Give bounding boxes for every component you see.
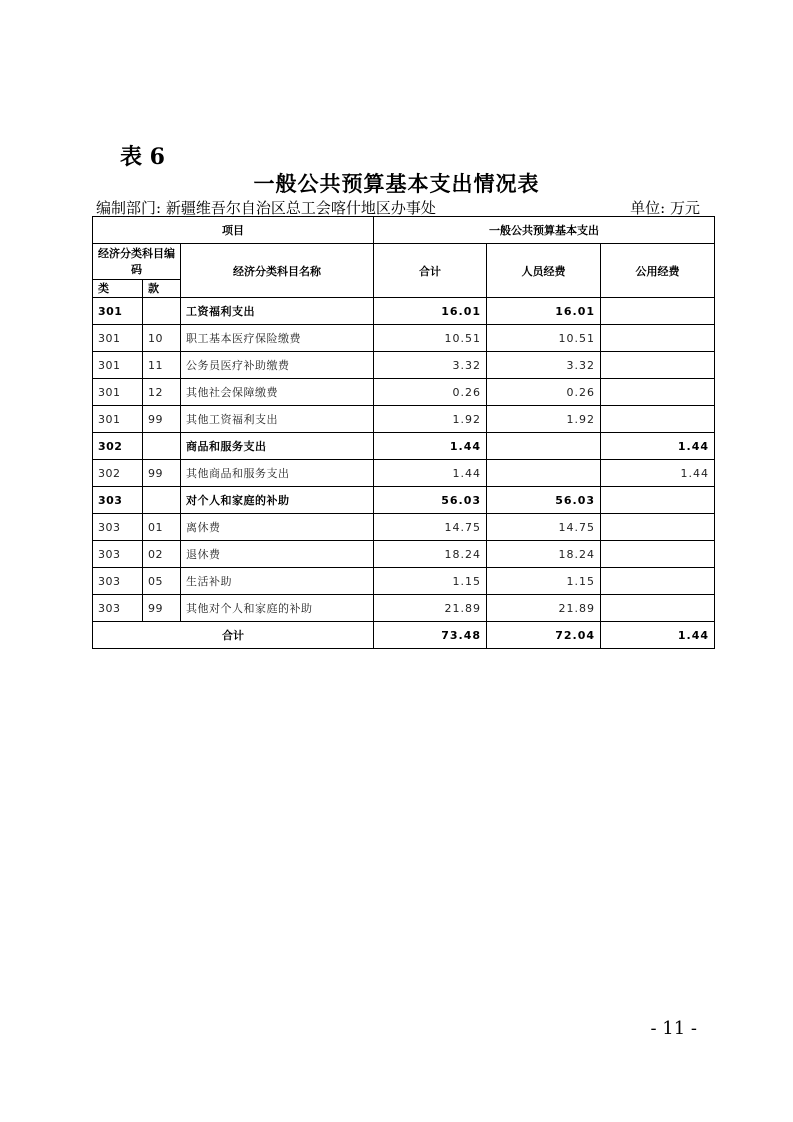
budget-table (92, 216, 715, 649)
cell-personnel: 10.51 (487, 325, 601, 352)
header-general-budget: 一般公共预算基本支出 (374, 217, 715, 244)
cell-kuan (143, 298, 181, 325)
table-row (93, 433, 715, 460)
cell-kuan: 01 (143, 514, 181, 541)
cell-lei: 303 (93, 568, 143, 595)
cell-name: 其他对个人和家庭的补助 (181, 595, 374, 622)
cell-total: 16.01 (374, 298, 487, 325)
cell-kuan: 02 (143, 541, 181, 568)
table-row (93, 379, 715, 406)
cell-total: 1.92 (374, 406, 487, 433)
cell-kuan (143, 433, 181, 460)
cell-personnel (487, 460, 601, 487)
cell-public (601, 514, 715, 541)
table-row (93, 460, 715, 487)
cell-personnel (487, 433, 601, 460)
table-row (93, 595, 715, 622)
cell-public (601, 595, 715, 622)
header-project: 项目 (93, 217, 374, 244)
cell-public: 1.44 (601, 460, 715, 487)
cell-kuan: 99 (143, 595, 181, 622)
cell-total: 10.51 (374, 325, 487, 352)
table-row (93, 352, 715, 379)
cell-personnel: 16.01 (487, 298, 601, 325)
cell-total: 1.44 (374, 460, 487, 487)
total-label: 合计 (93, 622, 374, 649)
table-row (93, 514, 715, 541)
cell-total: 1.15 (374, 568, 487, 595)
header-econ-code: 经济分类科目编码 (93, 244, 181, 280)
table-row (93, 298, 715, 325)
cell-lei: 303 (93, 514, 143, 541)
cell-personnel: 56.03 (487, 487, 601, 514)
cell-public (601, 487, 715, 514)
cell-lei: 301 (93, 325, 143, 352)
cell-personnel: 21.89 (487, 595, 601, 622)
header-kuan: 款 (143, 280, 181, 298)
cell-kuan: 99 (143, 460, 181, 487)
cell-total: 21.89 (374, 595, 487, 622)
document-title: 一般公共预算基本支出情况表 (253, 171, 540, 196)
cell-personnel: 18.24 (487, 541, 601, 568)
page-number: - 11 - (650, 1018, 697, 1039)
cell-public (601, 325, 715, 352)
cell-public (601, 406, 715, 433)
cell-public (601, 541, 715, 568)
cell-lei: 303 (93, 595, 143, 622)
cell-public (601, 568, 715, 595)
header-econ-name: 经济分类科目名称 (181, 244, 374, 298)
cell-lei: 303 (93, 541, 143, 568)
header-total: 合计 (374, 244, 487, 298)
cell-total: 3.32 (374, 352, 487, 379)
total-public: 1.44 (601, 622, 715, 649)
cell-personnel: 1.15 (487, 568, 601, 595)
cell-kuan: 05 (143, 568, 181, 595)
cell-total: 0.26 (374, 379, 487, 406)
cell-total: 1.44 (374, 433, 487, 460)
header-personnel: 人员经费 (487, 244, 601, 298)
cell-lei: 302 (93, 460, 143, 487)
cell-lei: 301 (93, 352, 143, 379)
total-personnel: 72.04 (487, 622, 601, 649)
total-total: 73.48 (374, 622, 487, 649)
table-number: 表 6 (120, 144, 165, 170)
cell-total: 18.24 (374, 541, 487, 568)
header-row-1 (93, 217, 715, 244)
cell-name: 其他工资福利支出 (181, 406, 374, 433)
cell-name: 其他商品和服务支出 (181, 460, 374, 487)
cell-personnel: 14.75 (487, 514, 601, 541)
cell-total: 56.03 (374, 487, 487, 514)
cell-public (601, 352, 715, 379)
cell-name: 对个人和家庭的补助 (181, 487, 374, 514)
cell-personnel: 1.92 (487, 406, 601, 433)
cell-public: 1.44 (601, 433, 715, 460)
table-row (93, 325, 715, 352)
header-public: 公用经费 (601, 244, 715, 298)
cell-public (601, 298, 715, 325)
cell-kuan: 99 (143, 406, 181, 433)
cell-public (601, 379, 715, 406)
cell-kuan: 10 (143, 325, 181, 352)
cell-name: 工资福利支出 (181, 298, 374, 325)
table-row (93, 487, 715, 514)
header-lei: 类 (93, 280, 143, 298)
cell-lei: 301 (93, 298, 143, 325)
header-row-2 (93, 244, 715, 280)
cell-name: 职工基本医疗保险缴费 (181, 325, 374, 352)
cell-personnel: 3.32 (487, 352, 601, 379)
cell-name: 商品和服务支出 (181, 433, 374, 460)
cell-lei: 302 (93, 433, 143, 460)
cell-lei: 303 (93, 487, 143, 514)
total-row (93, 622, 715, 649)
cell-personnel: 0.26 (487, 379, 601, 406)
cell-lei: 301 (93, 379, 143, 406)
department-label: 编制部门: 新疆维吾尔自治区总工会喀什地区办事处 (96, 199, 436, 217)
cell-name: 其他社会保障缴费 (181, 379, 374, 406)
cell-name: 生活补助 (181, 568, 374, 595)
table-row (93, 568, 715, 595)
unit-label: 单位: 万元 (630, 199, 700, 217)
cell-name: 退休费 (181, 541, 374, 568)
cell-total: 14.75 (374, 514, 487, 541)
cell-kuan: 12 (143, 379, 181, 406)
table-row (93, 541, 715, 568)
table-row (93, 406, 715, 433)
cell-lei: 301 (93, 406, 143, 433)
cell-name: 公务员医疗补助缴费 (181, 352, 374, 379)
cell-kuan (143, 487, 181, 514)
cell-name: 离休费 (181, 514, 374, 541)
cell-kuan: 11 (143, 352, 181, 379)
